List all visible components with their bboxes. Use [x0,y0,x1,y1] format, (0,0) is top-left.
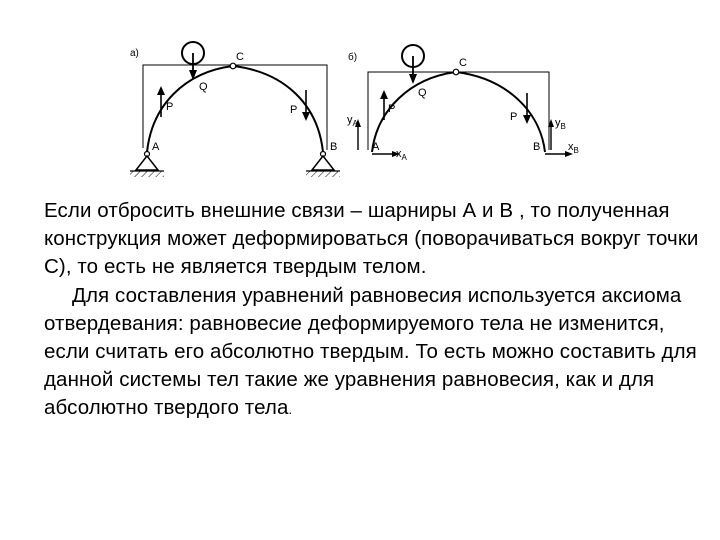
panel-a-support-a [136,156,158,170]
paragraph-1: Если отбросить внешние связи – шарниры А и В , то полученная конструкция может деформироваться (поворачиваться вокруг точки С), то есть не является твердым телом. [44,199,699,279]
panel-a-label-p-left: P [166,101,174,113]
panel-a-label-p-right: P [290,104,298,116]
paragraph-2-text: Для составления уравнений равновесия используется аксиома отвердевания: равновесие деформируемого тела не изменится, если считать его абсолютно твердым. То есть можно составить для данной системы тел такие же уравнения равновесия, как и для абсолютно твердого тела [44,283,697,420]
panel-a-arch-left [147,66,233,152]
panel-b-label-ya: $y_A$ [347,114,358,128]
panel-b-label-p-left: P [388,103,396,115]
panel-a-label-q: Q [199,81,208,93]
panel-a-q-arrow-head [189,70,197,80]
explanation-text [44,197,704,425]
panel-b-label-xb: $x_B$ [568,141,579,155]
panel-b-q-arrow-head [409,74,417,84]
panel-b-label-a: A [372,141,380,153]
panel-a-label-c: C [236,51,244,63]
panel-a-hinge-c [230,63,236,69]
panel-b [347,45,579,162]
panel-a [130,42,340,177]
panel-a-p-left-head [157,86,165,95]
panel-b-label-q: Q [418,87,427,99]
panel-a-arch-right [233,66,323,152]
panel-a-tag: а) [130,48,139,59]
panel-b-hinge-c [453,69,459,75]
panel-b-label-yb: $y_B$ [555,117,566,131]
panel-b-p-right-head [523,115,531,124]
panel-a-p-right-head [302,112,310,121]
panel-b-label-p-right: P [510,111,518,123]
panel-a-support-b [312,156,334,170]
panel-a-label-b: B [330,141,338,153]
panel-b-label-b: B [533,141,541,153]
panel-a-label-a: A [152,141,160,153]
paragraph-2-period: . [288,402,293,418]
panel-b-tag: б) [348,52,358,63]
panel-b-arch-right [456,72,545,152]
paragraph-2 [44,282,704,425]
panel-b-p-left-head [380,90,388,99]
panel-b-label-c: C [459,57,467,69]
three-hinged-arch-figure [0,0,720,195]
panel-b-label-xa: $x_A$ [396,148,407,162]
panel-a-ground-a-hatch [130,171,164,177]
panel-a-ground-b-hatch [306,171,340,177]
